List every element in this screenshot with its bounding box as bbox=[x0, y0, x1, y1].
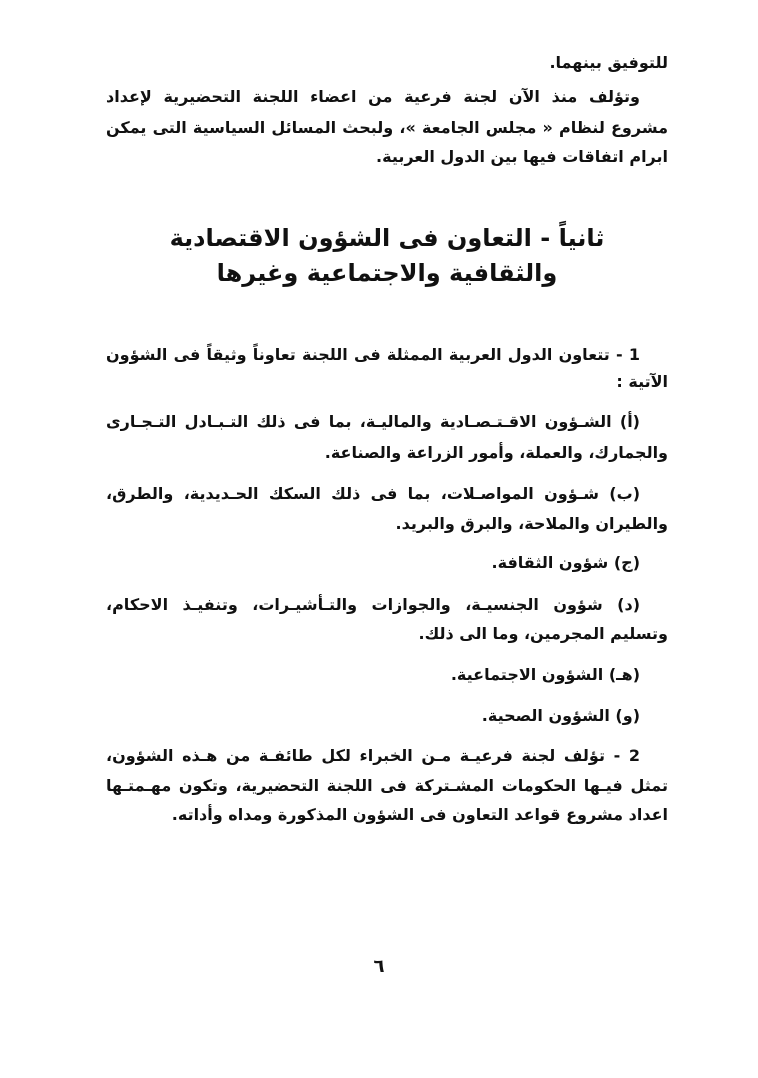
list-item: والجمارك، والعملة، وأمور الزراعة والصناعة. bbox=[324, 443, 668, 462]
list-item: (ب) شـؤون المواصـلات، بما فى ذلك السكك الحـديدية، والطرق، bbox=[106, 484, 640, 503]
paragraph-line: مشروع لنظام « مجلس الجامعة »، ولبحث المسائل السياسية التى يمكن bbox=[106, 118, 668, 137]
list-item: (د) شؤون الجنسيـة، والجوازات والتـأشيـرات، وتنفيـذ الاحكام، bbox=[106, 595, 640, 614]
list-item: (ج) شؤون الثقافة. bbox=[491, 553, 640, 572]
paragraph-line: وتؤلف منذ الآن لجنة فرعية من اعضاء اللجنة التحضيرية لإعداد bbox=[106, 87, 640, 106]
list-item: الآتية : bbox=[616, 372, 668, 391]
list-item: (أ) الشـؤون الاقـتـصـادية والماليـة، بما فى ذلك التـبـادل التـجـارى bbox=[106, 412, 640, 431]
list-item: وتسليم المجرمين، وما الى ذلك. bbox=[418, 624, 668, 643]
paragraph-line: للتوفيق بينهما. bbox=[549, 53, 668, 72]
list-item: تمثل فيـها الحكومات المشـتركة فى اللجنة التحضيرية، وتكون مهـمتـها bbox=[106, 776, 668, 795]
list-item: اعداد مشروع قواعد التعاون فى الشؤون المذكورة ومداه وأداته. bbox=[171, 805, 668, 824]
list-item: (هـ) الشؤون الاجتماعية. bbox=[450, 665, 640, 684]
list-item: (و) الشؤون الصحية. bbox=[481, 706, 640, 725]
section-heading: والثقافية والاجتماعية وغيرها bbox=[216, 259, 558, 287]
section-heading: ثانياً - التعاون فى الشؤون الاقتصادية bbox=[169, 224, 605, 252]
list-item: والطيران والملاحة، والبرق والبريد. bbox=[395, 514, 668, 533]
page-number: ٦ bbox=[373, 956, 385, 977]
list-item: 2 - تؤلف لجنة فرعيـة مـن الخبراء لكل طائفـة من هـذه الشؤون، bbox=[106, 746, 640, 765]
paragraph-line: ابرام اتفاقات فيها بين الدول العربية. bbox=[376, 147, 668, 166]
list-item: 1 - تتعاون الدول العربية الممثلة فى اللجنة تعاوناً وثيقاً فى الشؤون bbox=[106, 345, 640, 364]
